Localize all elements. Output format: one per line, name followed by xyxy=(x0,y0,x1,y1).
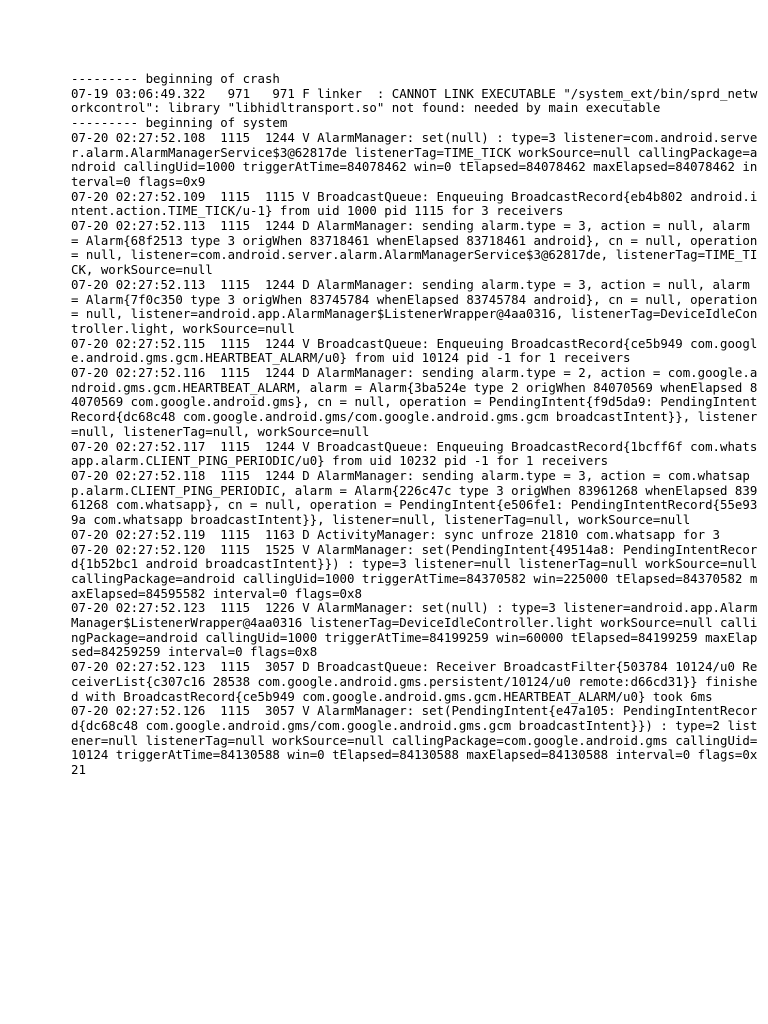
log-document xyxy=(71,71,765,778)
log-line: 07-20 02:27:52.109 1115 1115 V BroadcastQueue: Enqueuing BroadcastRecord{eb4b802 android.intent.action.TIME_TICK/u-1} from uid 1000 pid 1115 for 3 receivers xyxy=(71,188,758,219)
log-line: 07-20 02:27:52.113 1115 1244 D AlarmManager: sending alarm.type = 3, action = null, alarm = Alarm{68f2513 type 3 origWhen 83718461 whenElapsed 83718461 android}, cn = null, operation = null, listener=com.android.server.alarm.AlarmManagerService$3@62817de, listenerTag=TIME_TICK, workSource=null xyxy=(71,218,765,278)
log-line-system-header: --------- beginning of system xyxy=(71,115,288,131)
log-line-crash-header: --------- beginning of crash xyxy=(71,71,280,86)
log-line: 07-20 02:27:52.116 1115 1244 D AlarmManager: sending alarm.type = 2, action = com.google.android.gms.gcm.HEARTBEAT_ALARM, alarm = Alarm{3ba524e type 2 origWhen 84070569 whenElapsed 84070569 com.google.android.gms}, cn = null, operation = PendingIntent{f9d5da9: PendingIntentRecord{dc68c48 com.google.android.gms/com.google.android.gms.gcm broadcastIntent}}, listener=null, listenerTag=null, workSource=null xyxy=(71,365,758,439)
log-line: 07-20 02:27:52.123 1115 1226 V AlarmManager: set(null) : type=3 listener=android.app.AlarmManager$ListenerWrapper@4aa0316 listenerTag=DeviceIdleController.light workSource=null callingPackage=android callingUid=1000 triggerAtTime=84199259 win=60000 tElapsed=84199259 maxElapsed=84259259 interval=0 flags=0x8 xyxy=(71,600,758,660)
log-line: 07-20 02:27:52.115 1115 1244 V BroadcastQueue: Enqueuing BroadcastRecord{ce5b949 com.google.android.gms.gcm.HEARTBEAT_ALARM/u0} from uid 10124 pid -1 for 1 receivers xyxy=(71,335,758,366)
log-line: 07-20 02:27:52.108 1115 1244 V AlarmManager: set(null) : type=3 listener=com.android.server.alarm.AlarmManagerService$3@62817de listenerTag=TIME_TICK workSource=null callingPackage=android callingUid=1000 triggerAtTime=84078462 win=0 tElapsed=84078462 maxElapsed=84078462 interval=0 flags=0x9 xyxy=(71,129,758,189)
log-line: 07-20 02:27:52.113 1115 1244 D AlarmManager: sending alarm.type = 3, action = null, alarm = Alarm{7f0c350 type 3 origWhen 83745784 whenElapsed 83745784 android}, cn = null, operation = null, listener=android.app.AlarmManager$ListenerWrapper@4aa0316, listenerTag=DeviceIdleController.light, workSource=null xyxy=(71,276,765,336)
log-line: 07-20 02:27:52.120 1115 1525 V AlarmManager: set(PendingIntent{49514a8: PendingIntentRecord{1b52bc1 android broadcastIntent}}) : type=3 listener=null listenerTag=null workSource=null callingPackage=android callingUid=1000 triggerAtTime=84370582 win=225000 tElapsed=84370582 maxElapsed=84595582 interval=0 flags=0x8 xyxy=(71,541,765,601)
log-line: 07-19 03:06:49.322 971 971 F linker : CANNOT LINK EXECUTABLE "/system_ext/bin/sprd_networkcontrol": library "libhidltransport.so" not found: needed by main executable xyxy=(71,85,758,116)
log-line: 07-20 02:27:52.118 1115 1244 D AlarmManager: sending alarm.type = 3, action = com.whatsapp.alarm.CLIENT_PING_PERIODIC, alarm = Alarm{226c47c type 3 origWhen 83961268 whenElapsed 83961268 com.whatsapp}, cn = null, operation = PendingIntent{e506fe1: PendingIntentRecord{55e939a com.whatsapp broadcastIntent}}, listener=null, listenerTag=null, workSource=null xyxy=(71,467,758,528)
log-line: 07-20 02:27:52.119 1115 1163 D ActivityManager: sync unfroze 21810 com.whatsapp for 3 xyxy=(71,526,721,542)
log-line: 07-20 02:27:52.123 1115 3057 D BroadcastQueue: Receiver BroadcastFilter{503784 10124/u0 ReceiverList{c307c16 28538 com.google.android.gms.persistent/10124/u0 remote:d66cd31}} finished with BroadcastRecord{ce5b949 com.google.android.gms.gcm.HEARTBEAT_ALARM/u0} took 6ms xyxy=(71,659,758,704)
log-line: 07-20 02:27:52.117 1115 1244 V BroadcastQueue: Enqueuing BroadcastRecord{1bcff6f com.whatsapp.alarm.CLIENT_PING_PERIODIC/u0} from uid 10232 pid -1 for 1 receivers xyxy=(71,438,758,469)
log-line: 07-20 02:27:52.126 1115 3057 V AlarmManager: set(PendingIntent{e47a105: PendingIntentRecord{dc68c48 com.google.android.gms/com.google.android.gms.gcm broadcastIntent}}) : type=2 listener=null listenerTag=null workSource=null callingPackage=com.google.android.gms callingUid=10124 triggerAtTime=84130588 win=0 tElapsed=84130588 maxElapsed=84130588 interval=0 flags=0x21 xyxy=(71,703,758,778)
